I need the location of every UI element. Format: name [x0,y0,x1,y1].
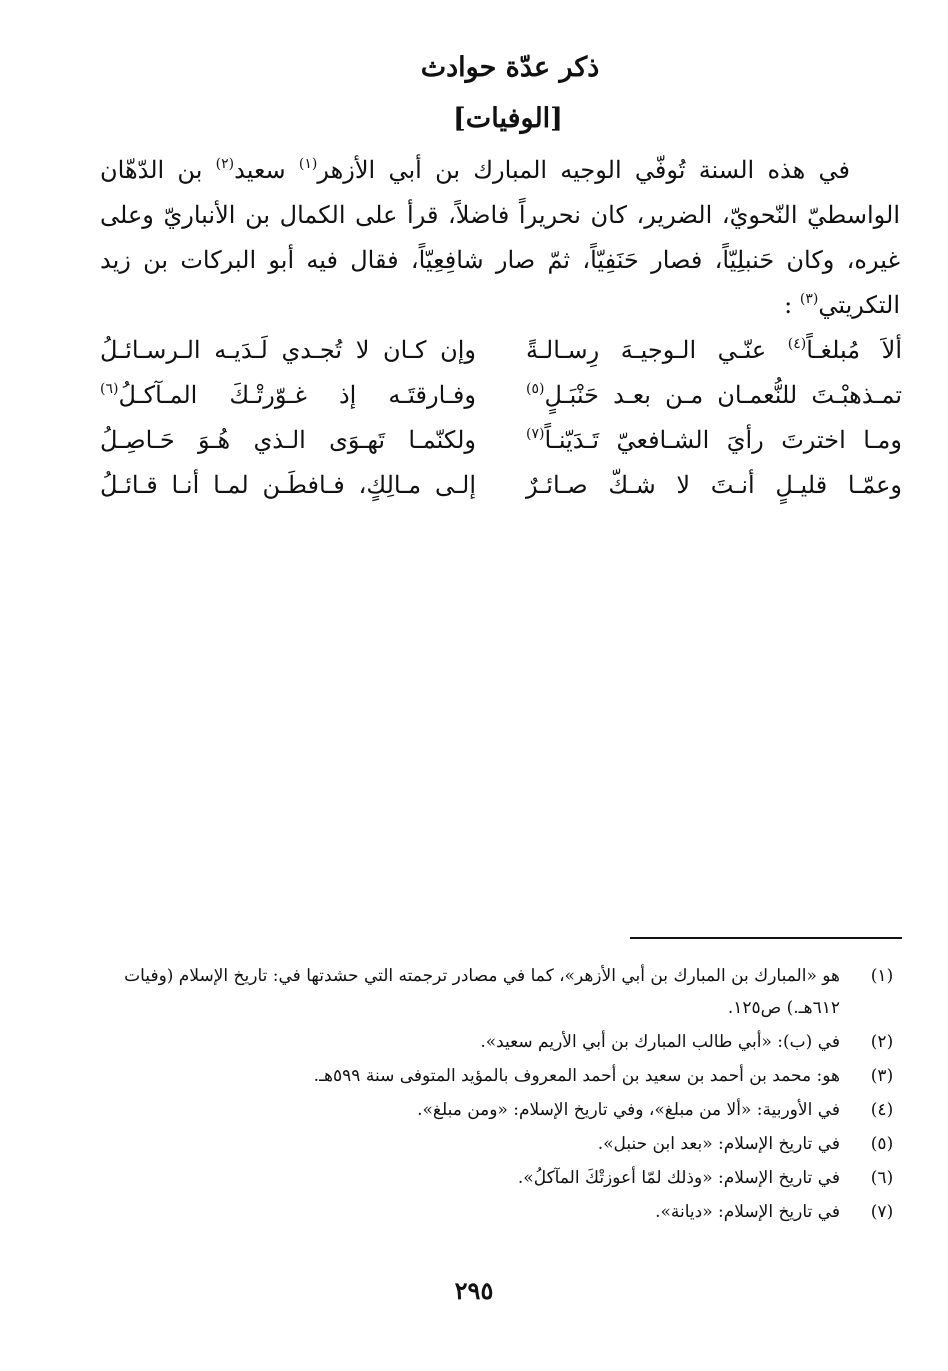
footnote-number: (٧) [870,1202,894,1222]
footnote-number: (٥) [870,1134,894,1154]
footnote-number: (٣) [870,1066,894,1086]
section-title: ذكر عدّة حوادث [420,52,600,83]
paragraph-text: في هذه السنة تُوفّي الوجيه المبارك بن أبي الأزهر [317,156,850,184]
footnote-ref: (٢) [215,156,235,172]
footnote-number: (٤) [870,1100,894,1120]
footnote-text: في تاريخ الإسلام: «بعد ابن حنبل». [597,1134,840,1154]
main-paragraph [100,148,900,328]
verse-second-hemistich: ولكنّمـا تَهـوَى الـذي هُـوَ حَـاصِـلُ [100,426,476,454]
verse-second-hemistich: إلـى مـالِكٍ، فـافطَـن لمـا أنـا قـائـلُ [100,471,476,499]
verse [100,463,902,508]
footnote [96,1060,902,1092]
footnote-number: (٦) [870,1168,894,1188]
page-number: ٢٩٥ [454,1276,494,1305]
footnote-text: في الأوربية: «ألا من مبلغ»، وفي تاريخ الإسلام: «ومن مبلغ». [417,1100,840,1120]
footnote-ref: (٧) [526,426,545,442]
verse [100,418,902,463]
footnote [96,1094,902,1126]
verse-first-hemistich: ألاَ مُبلغـاً$^{(٤)}$ عنّـي الـوجيـهَ رِسـالـةً [526,336,902,364]
footnote [96,960,902,1024]
footnote [96,1162,902,1194]
footnote-ref: (٥) [526,381,545,397]
footnote-ref: (٤) [787,336,807,352]
verse-second-hemistich: وفـارقتَـه إذ غـوّرتْـكَ المـآكـلُ$^{(٦)}$ [100,381,476,409]
verse-first-hemistich: تمـذهبْـتَ للنُّعمـان مـن بعـد حَنْبَـلٍ$^{(٥)}$ [526,381,902,409]
footnote [96,1196,902,1228]
verse-first-hemistich: ومـا اخترتَ رأيَ الشـافعيّ تَـدَيّنـاً$^{(٧)}$ [526,426,902,454]
footnote-text: في (ب): «أبي طالب المبارك بن أبي الأريم سعيد». [480,1032,840,1052]
footnote-text: هو «المبارك بن المبارك بن أبي الأزهر»، كما في مصادر ترجمته التي حشدتها في: تاريخ الإسلام (وفيات ٦١٢هـ.) ص١٢٥. [124,966,840,1018]
footnote-ref: (٦) [100,381,119,397]
verse [100,373,902,418]
footnote-ref: (١) [298,156,318,172]
paragraph-text: بن الدّهّان الواسطيّ النّحويّ، الضرير، كان نحريراً فاضلاً، قرأ على الكمال بن الأنباريّ وعلى غيره، وكان حَنبلِيّاً، فصار حَنَفِيّاً، ثمّ صار شافِعِيّاً، فقال فيه أبو البركات بن زيد التكريتي [100,156,900,319]
paragraph-text: سعيد [234,156,299,184]
footnote-divider [630,937,902,939]
verse-first-hemistich: وعمّـا قليـلٍ أنـتَ لا شـكّ صـائـرٌ [526,471,902,499]
footnote-text: هو: محمد بن أحمد بن سعيد بن أحمد المعروف بالمؤيد المتوفى سنة ٥٩٩هـ. [313,1066,840,1086]
paragraph-text: : [784,291,800,319]
poem [100,328,902,508]
verse [100,328,902,373]
footnotes [96,960,902,1230]
verse-second-hemistich: وإن كـان لا تُجـدي لَـدَيـه الـرسـائـلُ [100,336,476,364]
footnote-number: (٢) [870,1032,894,1052]
footnote-ref: (٣) [799,291,819,307]
footnote [96,1026,902,1058]
footnote-text: في تاريخ الإسلام: «وذلك لمّا أعوزتْكَ المآكلُ». [517,1168,840,1188]
footnote [96,1128,902,1160]
section-subtitle: [الوفيات] [453,103,563,134]
footnote-text: في تاريخ الإسلام: «ديانة». [655,1202,840,1222]
footnote-number: (١) [870,966,894,986]
